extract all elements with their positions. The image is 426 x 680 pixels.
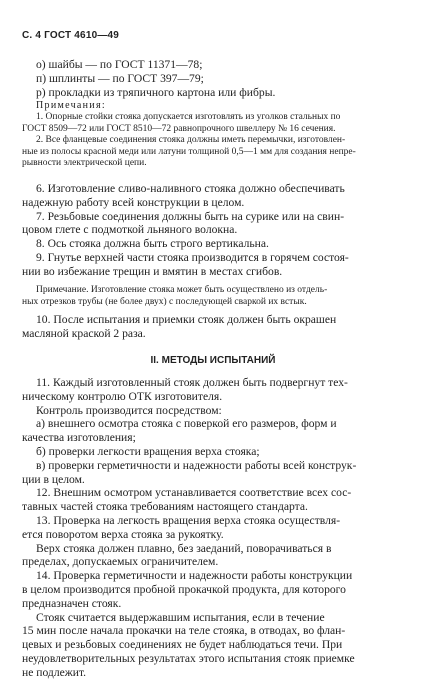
list-item: о) шайбы — по ГОСТ 11371—78; [36,58,203,71]
paragraph-line: не подлежит. [22,665,87,679]
paragraph-line: 10. После испытания и приемки стояк должен быть окрашен [36,313,337,326]
section-title: II. МЕТОДЫ ИСПЫТАНИЙ [150,355,276,366]
paragraph-line: 12. Внешним осмотром устанавливается соответствие всех сос- [36,486,352,500]
paragraph-line: неудовлетворительных результатах этого испытания стояк приемке [22,651,355,665]
paragraph-line: 13. Проверка на легкость вращения верха стояка осуществля- [36,513,341,527]
notes-block-1 [22,100,404,170]
note-line: 2. Все фланцевые соединения стояка должны иметь перемычки, изготовлен- [36,135,346,146]
note-line: ных отрезков трубы (не более двух) с последующей сваркой их встык. [22,296,307,307]
note-line: 1. Опорные стойки стояка допускается изготовлять из уголков стальных по [36,112,341,122]
paragraph-line: Контроль производится посредством: [36,403,222,417]
note-line: ГОСТ 8509—72 или ГОСТ 8510—72 равнопрочного швеллеру № 16 сечения. [22,123,336,134]
paragraph-line: в целом производится пробной прокачкой продукта, для которого [22,582,346,596]
paragraph-line: 14. Проверка герметичности и надежности работы конструкции [36,569,353,583]
paragraph-line: нии во избежание трещин и вмятин в местах сгибов. [22,264,283,278]
paragraph-line: качества изготовления; [22,431,136,445]
paragraph-line: пределах, допускаемых ограничителем. [22,555,219,569]
paragraph-line: а) внешнего осмотра стояка с поверкой его размеров, форм и [36,417,337,431]
notes-block-2 [22,285,404,308]
paragraph-line: 15 мин после начала прокачки на теле стояка, в отводах, во флан- [22,624,346,638]
paragraphs-6-9 [22,182,404,279]
paragraph-line: цовом глете с подмоткой льняного волокна. [22,223,238,237]
materials-list [22,58,404,99]
paragraph-line: масляной краской 2 раза. [22,326,146,340]
paragraph-line: 11. Каждый изготовленный стояк должен быть подвергнут тех- [36,376,348,389]
paragraph-line: 8. Ось стояка должна быть строго вертикальна. [36,237,269,251]
paragraph-line: 9. Гнутье верхней части стояка производится в горячем состоя- [36,250,349,264]
paragraph-line: 6. Изготовление сливо-наливного стояка должно обеспечивать [36,182,345,195]
paragraph-line: ется поворотом верха стояка за рукоятку. [22,527,224,541]
paragraph-line: предназначен стояк. [22,596,122,610]
paragraph-line: б) проверки легкости вращения верха стояка; [36,444,260,458]
paragraph-line: ции в целом. [22,472,85,486]
note-line: Примечание. Изготовление стояка может быть осуществлено из отдель- [36,285,328,295]
list-item: р) прокладки из тряпичного картона или фибры. [36,85,276,99]
notes-heading: Примечания: [36,100,106,111]
paragraphs-11-14 [22,376,404,680]
paragraph-line: в) проверки герметичности и надежности работы всей конструк- [36,458,357,472]
paragraph-line: надежную работу всей конструкции в целом. [22,195,245,209]
note-line: ные из полосы красной меди или латуни толщиной 0,5—1 мм для создания непре- [22,146,356,157]
paragraph-line: Верх стояка должен плавно, без заеданий, поворачиваться в [36,541,332,555]
paragraph-line: ническому контролю ОТК изготовителя. [22,389,223,403]
paragraph-line: цевых и резьбовых соединениях не будет наблюдаться течи. При [22,638,343,652]
running-head: С. 4 ГОСТ 4610—49 [22,30,120,41]
paragraph-line: тавных частей стояка требованиям настоящего стандарта. [22,500,308,514]
paragraph-line: Стояк считается выдержавшим испытания, если в течение [36,610,325,624]
list-item: п) шплинты — по ГОСТ 397—79; [36,71,204,85]
paragraph-line: 7. Резьбовые соединения должны быть на сурике или на свин- [36,209,345,223]
note-line: рывности электрической цепи. [22,158,147,169]
paragraph-10 [22,313,404,341]
